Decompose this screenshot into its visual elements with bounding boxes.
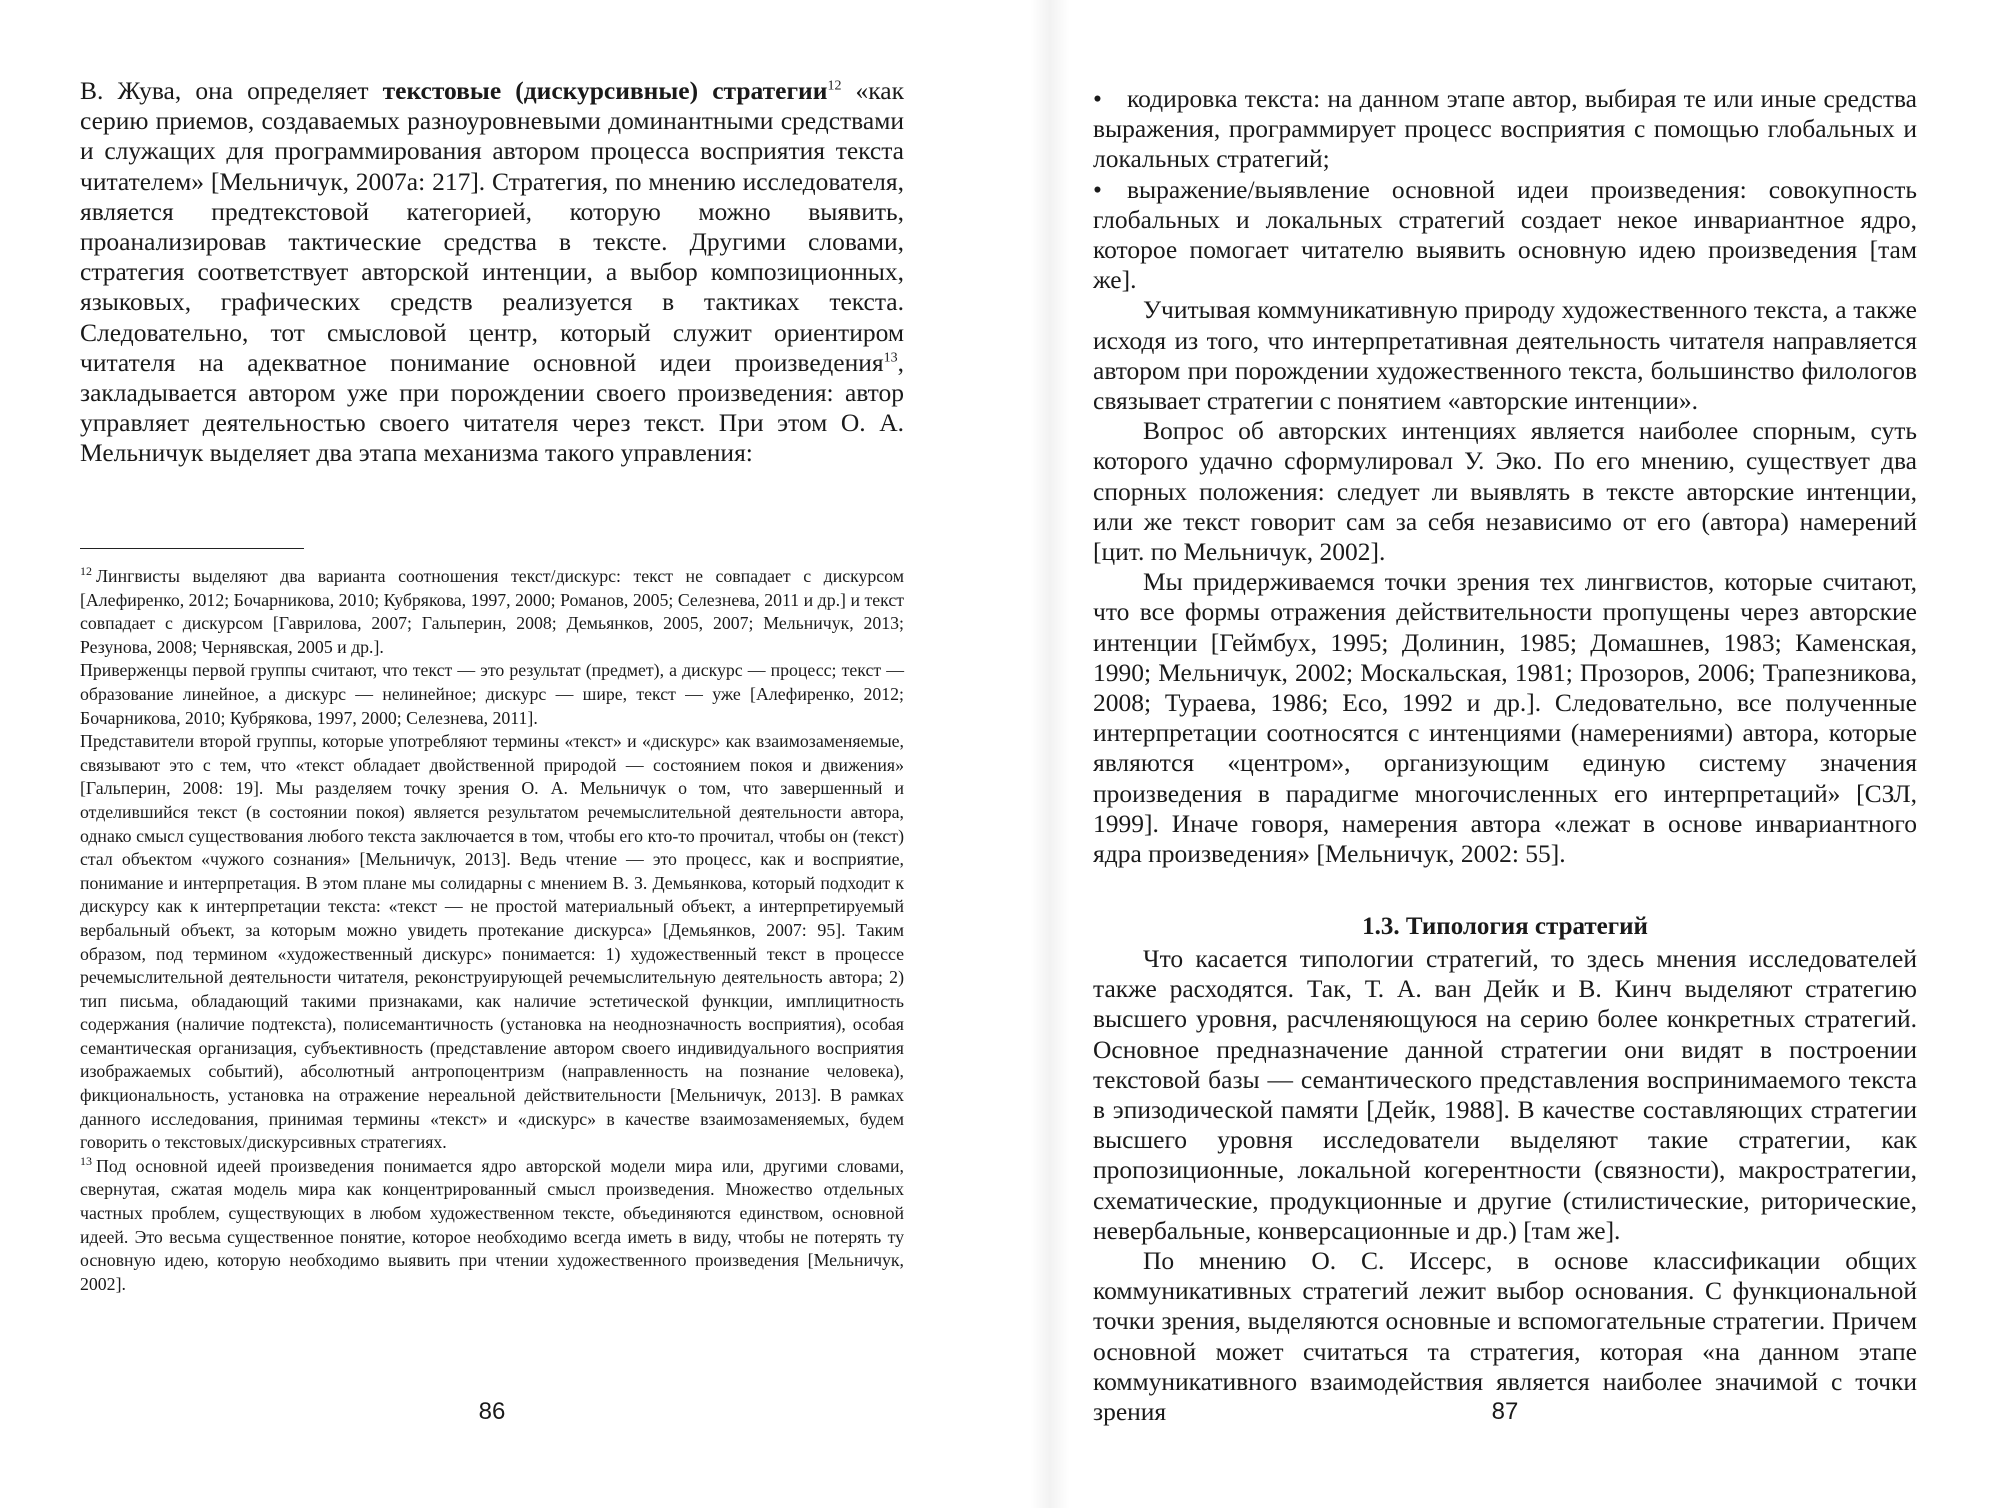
right-main-text xyxy=(1093,84,1917,869)
bullet-icon: • xyxy=(1093,174,1102,204)
right-paragraph-4: Что касается типологии стратегий, то здесь мнения исследователей также расходятся. Так, Т. А. ван Дейк и В. Кинч выделяют стратегию высшего уровня, расчленяющуюся на серию более конкретных стратегий. Основное предназначение данной стратегии они видят в построении текстовой базы — семантического представления воспринимаемого текста в эпизодической памяти [Дейк, 1988]. В качестве составляющих стратегии высшего уровня исследователи выделяют такие стратегии, как пропозиционные, локальной когерентности (связности), макростратегии, схематические, продукционные и другие (стилистические, риторические, невербальные, конверсационные и др.) [там же]. xyxy=(1093,944,1917,1245)
book-gutter xyxy=(1030,0,1070,1508)
footnote-ref-13[interactable]: 13 xyxy=(883,350,898,366)
right-page xyxy=(1093,0,1917,1508)
bullet-icon: • xyxy=(1093,84,1102,113)
footnote-12: $^{12}$ Лингвисты выделяют два варианта соотношения текст/дискурс: текст не совпадает с дискурсом [Алефиренко, 2012; Бочарникова, 2010; Кубрякова, 1997, 2000; Романов, 2005; Селезнева, 2011 и др.] и текст совпадает с дискурсом [Гаврилова, 2007; Гальперин, 2008; Демьянков, 2005, 2007; Мельничук, 2013; Резунова, 2008; Чернявская, 2005 и др.]. xyxy=(80,564,904,657)
left-page xyxy=(80,0,904,1508)
bullet-item-2: • выражение/выявление основной идеи произведения: совокупность глобальных и локальных стратегий создает некое инвариантное ядро, которое помогает читателю выявить основную идею произведения [там же]. xyxy=(1093,174,1917,295)
left-main-text xyxy=(80,76,904,469)
footnote-separator xyxy=(80,548,304,549)
footnote-13: $^{13}$ Под основной идеей произведения понимается ядро авторской модели мира или, другими словами, свернутая, сжатая модель мира как концентрированный смысл произведения. Множество отдельных частных проблем, существующих в любом художественном тексте, объединяются единством, основной идеей. Это весьма существенное понятие, которое необходимо всегда иметь в виду, чтобы не потерять ту основную идею, которую необходимо выявить при чтении художественного произведения [Мельничук, 2002]. xyxy=(80,1153,904,1294)
right-section-text xyxy=(1093,944,1917,1427)
section-heading: 1.3. Типология стратегий xyxy=(1362,913,1648,940)
bullet-item-1: • кодировка текста: на данном этапе автор, выбирая те или иные средства выражения, программирует процесс восприятия с помощью глобальных и локальных стратегий; xyxy=(1093,84,1917,174)
bold-term: текстовые (дискурсивные) стратегии xyxy=(382,76,828,105)
footnotes xyxy=(80,565,904,1296)
footnote-12-paragraph-3: Представители второй группы, которые употребляют термины «текст» и «дискурс» как взаимозаменяемые, связывают это с тем, что «текст обладает двойственной природой — состоянием покоя и движения» [Гальперин, 2008: 19]. Мы разделяем точку зрения О. А. Мельничук о том, что завершенный и отделившийся текст (в состоянии покоя) является результатом речемыслительной деятельности автора, однако смысл существования любого текста заключается в том, чтобы его кто-то прочитал, чтобы он (текст) стал объектом «чужого сознания» [Мельничук, 2013]. Ведь чтение — это процесс, как и восприятие, понимание и интерпретация. В этом плане мы солидарны с мнением В. З. Демьянкова, который подходит к дискурсу как к интерпретации текста: «текст — не простой материальный объект, а интерпретируемый вербальный объект, за которым можно увидеть протекание дискурса» [Демьянков, 2007: 95]. Таким образом, под термином «художественный дискурс» понимается: 1) художественный текст в процессе речемыслительной деятельности читателя, реконструирующей речемыслительную деятельность автора; 2) тип письма, обладающий такими признаками, как наличие эстетической функции, имплицитность содержания (наличие подтекста), полисемантичность (установка на неоднозначность восприятия), особая семантическая организация, субъективность (представление автором своего индивидуального восприятия изображаемых событий), абсолютный антропоцентризм (направленность на познание человека), фикциональность, установка на отражение нереальной действительности [Мельничук, 2013]. В рамках данного исследования, принимая термины «текст» и «дискурс» в качестве взаимозаменяемых, будем говорить о текстовых/дискурсивных стратегиях. xyxy=(80,731,904,1153)
left-paragraph-1: В. Жува, она определяет текстовые (дискурсивные) стратегии$^{12}$ «как серию приемов, создаваемых разноуровневыми доминантными средствами и служащих для программирования автором процесса восприятия текста читателем» [Мельничук, 2007а: 217]. Стратегия, по мнению исследователя, является предтекстовой категорией, которую можно выявить, проанализировав тактические средства в тексте. Другими словами, стратегия соответствует авторской интенции, а выбор композиционных, языковых, графических средств реализуется в тактиках текста. Следовательно, тот смысловой центр, который служит ориентиром читателя на адекватное понимание основной идеи произведения$^{13}$, закладывается автором уже при порождении своего произведения: автор управляет деятельностью своего читателя через текст. При этом О. А. Мельничук выделяет два этапа механизма такого управления: xyxy=(80,76,905,468)
right-paragraph-5: По мнению О. С. Иссерс, в основе классификации общих коммуникативных стратегий лежит выбор основания. С функциональной точки зрения, выделяются основные и вспомогательные стратегии. Причем основной может считаться та стратегия, которая «на данном этапе коммуникативного взаимодействия является наиболее значимой с точки зрения xyxy=(1093,1246,1917,1427)
footnote-12-paragraph-2: Приверженцы первой группы считают, что текст — это результат (предмет), а дискурс — процесс; текст — образование линейное, а дискурс — нелинейное; дискурс — шире, текст — уже [Алефиренко, 2012; Бочарникова, 2010; Кубрякова, 1997, 2000; Селезнева, 2011]. xyxy=(80,660,904,728)
right-paragraph-3: Мы придерживаемся точки зрения тех лингвистов, которые считают, что все формы отражения действительности пропущены через авторские интенции [Геймбух, 1995; Долинин, 1985; Домашнев, 1983; Каменская, 1990; Мельничук, 2002; Москальская, 1981; Прозоров, 2006; Трапезникова, 2008; Тураева, 1986; Eco, 1992 и др.]. Следовательно, все полученные интерпретации соотносятся с интенциями (намерениями) автора, которые являются «центром», организующим единую систему значения произведения в парадигме многочисленных его интерпретаций» [СЗЛ, 1999]. Иначе говоря, намерения автора «лежат в основе инвариантного ядра произведения» [Мельничук, 2002: 55]. xyxy=(1093,567,1917,869)
section-heading-wrap xyxy=(1093,912,1917,942)
right-paragraph-1: Учитывая коммуникативную природу художественного текста, а также исходя из того, что интерпретативная деятельность читателя направляется автором при порождении художественного текста, большинство филологов связывает стратегии с понятием «авторские интенции». xyxy=(1093,295,1917,416)
page-number-right: 87 xyxy=(1491,1398,1519,1425)
footnote-ref-12[interactable]: 12 xyxy=(827,78,842,94)
right-paragraph-2: Вопрос об авторских интенциях является наиболее спорным, суть которого удачно сформулировал У. Эко. По его мнению, существует два спорных положения: следует ли выявлять в тексте авторские интенции, или же текст говорит сам за себя независимо от его (автора) намерений [цит. по Мельничук, 2002]. xyxy=(1093,416,1917,567)
page-number-left: 86 xyxy=(478,1398,506,1425)
